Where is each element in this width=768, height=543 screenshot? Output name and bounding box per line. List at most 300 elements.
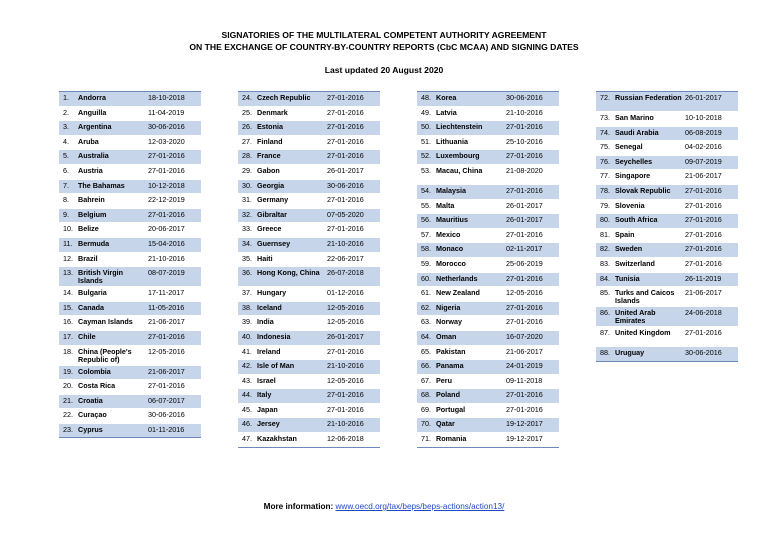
signatory-number: 24.	[242, 93, 252, 102]
signatory-row	[596, 92, 738, 112]
signing-date: 27-01-2016	[327, 151, 364, 161]
signatory-country: Chile	[78, 331, 96, 341]
signatory-country: Anguilla	[78, 107, 107, 117]
signing-date: 12-05-2016	[327, 317, 364, 327]
signatory-number: 69.	[421, 404, 431, 414]
signatory-row	[417, 200, 559, 215]
signing-date: 11-04-2019	[148, 107, 185, 117]
signatory-number: 3.	[63, 122, 69, 132]
signatory-number: 19.	[63, 366, 73, 376]
signatory-number: 81.	[600, 229, 610, 239]
signatory-number: 36.	[242, 268, 252, 278]
signatory-number: 6.	[63, 165, 69, 175]
signatory-number: 18.	[63, 346, 73, 356]
signatory-number: 88.	[600, 348, 610, 358]
signatory-number: 84.	[600, 273, 610, 283]
signing-date: 04-02-2016	[685, 142, 722, 152]
signatory-country: Panama	[436, 361, 464, 371]
signatory-number: 79.	[600, 200, 610, 210]
signatory-country: British Virgin Islands	[78, 268, 123, 286]
signatory-row	[59, 409, 201, 424]
signatory-row	[238, 433, 380, 448]
signatory-number: 50.	[421, 122, 431, 132]
signatory-number: 33.	[242, 224, 252, 234]
signing-date: 26-01-2017	[327, 165, 364, 175]
signatory-number: 82.	[600, 244, 610, 254]
signing-date: 01-11-2016	[148, 424, 185, 434]
signing-date: 21-08-2020	[506, 165, 543, 175]
signatory-row	[238, 404, 380, 419]
signatory-row	[59, 380, 201, 395]
signatory-country: South Africa	[615, 215, 658, 225]
signatory-country: Malta	[436, 200, 455, 210]
signatory-country: Gibraltar	[257, 209, 287, 219]
signatory-country: Peru	[436, 375, 452, 385]
signatory-country: Andorra	[78, 93, 106, 102]
signing-date: 10-12-2018	[148, 180, 185, 190]
signatory-country: Croatia	[78, 395, 103, 405]
signing-date: 21-10-2016	[327, 238, 364, 248]
signatory-row	[417, 346, 559, 361]
signing-date: 27-01-2016	[506, 229, 543, 239]
signatory-number: 22.	[63, 410, 73, 420]
signatory-country: Singapore	[615, 171, 651, 181]
signatory-country: Curaçao	[78, 410, 107, 420]
signing-date: 07-05-2020	[327, 209, 364, 219]
signatory-row	[417, 185, 559, 200]
signatory-country: Finland	[257, 136, 283, 146]
signatory-row	[59, 302, 201, 317]
signatory-country: Luxembourg	[436, 151, 480, 161]
signatory-row	[238, 92, 380, 107]
signing-date: 06-07-2017	[148, 395, 185, 405]
signatory-number: 41.	[242, 346, 252, 356]
signatory-country: Ireland	[257, 346, 281, 356]
signatory-row	[59, 209, 201, 224]
signatory-country: United Kingdom	[615, 328, 671, 338]
signatory-country: Netherlands	[436, 273, 478, 283]
signatory-row	[238, 360, 380, 375]
signatory-number: 56.	[421, 215, 431, 225]
signatory-country: Hungary	[257, 288, 287, 298]
signatory-number: 58.	[421, 244, 431, 254]
signing-date: 27-01-2016	[327, 224, 364, 234]
signatory-country: Czech Republic	[257, 93, 311, 102]
signatory-number: 80.	[600, 215, 610, 225]
signatory-country: Uruguay	[615, 348, 645, 358]
signatory-number: 42.	[242, 361, 252, 371]
signing-date: 26-01-2017	[506, 215, 543, 225]
signatory-number: 37.	[242, 288, 252, 298]
signing-date: 21-06-2017	[148, 317, 185, 327]
signing-date: 27-01-2016	[506, 151, 543, 161]
signing-date: 17-11-2017	[148, 288, 185, 298]
signatory-row	[59, 253, 201, 268]
signing-date: 30-06-2016	[685, 348, 722, 358]
signing-date: 15-04-2016	[148, 238, 185, 248]
signatory-row	[238, 331, 380, 346]
signatory-number: 32.	[242, 209, 252, 219]
signing-date: 22-12-2019	[148, 195, 185, 205]
signatory-table-column-1	[59, 91, 201, 438]
signatory-country: Slovak Republic	[615, 185, 671, 195]
signatory-row	[596, 156, 738, 171]
signing-date: 12-06-2018	[327, 434, 364, 444]
signatory-row	[59, 165, 201, 180]
signatory-country: Mauritius	[436, 215, 468, 225]
signatory-row	[596, 141, 738, 156]
signatory-row	[238, 316, 380, 331]
signatory-row	[596, 258, 738, 273]
signatory-row	[417, 375, 559, 390]
signatory-row	[417, 360, 559, 375]
signatory-country: Switzerland	[615, 258, 655, 268]
signatory-number: 62.	[421, 302, 431, 312]
signing-date: 27-01-2016	[506, 317, 543, 327]
signatory-row	[238, 418, 380, 433]
signatory-row	[238, 267, 380, 287]
signatory-number: 2.	[63, 107, 69, 117]
signatory-country: Tunisia	[615, 273, 640, 283]
signatory-row	[238, 238, 380, 253]
signatory-country: Macau, China	[436, 165, 483, 175]
signatory-country: Belgium	[78, 209, 107, 219]
signatory-row	[596, 273, 738, 288]
signing-date: 27-01-2016	[685, 200, 722, 210]
signatory-row	[417, 389, 559, 404]
signing-date: 27-01-2016	[327, 404, 364, 414]
signatory-country: Haiti	[257, 253, 273, 263]
oecd-action13-link[interactable]: www.oecd.org/tax/beps/beps-actions/action13/	[335, 502, 505, 511]
signing-date: 21-06-2017	[506, 346, 543, 356]
signing-date: 12-05-2016	[327, 302, 364, 312]
signing-date: 12-05-2016	[506, 288, 543, 298]
signatory-country: Costa Rica	[78, 381, 116, 391]
signatory-number: 67.	[421, 375, 431, 385]
signatory-row	[59, 107, 201, 122]
signatory-row	[417, 121, 559, 136]
signatory-number: 73.	[600, 113, 610, 122]
signatory-country: Argentina	[78, 122, 112, 132]
signing-date: 19-12-2017	[506, 434, 543, 444]
signatory-country: Guernsey	[257, 238, 291, 248]
signatory-row	[238, 165, 380, 180]
signatory-row	[59, 395, 201, 410]
signatory-number: 55.	[421, 200, 431, 210]
signing-date: 26-01-2017	[506, 200, 543, 210]
signatory-country: Isle of Man	[257, 361, 295, 371]
signatory-number: 10.	[63, 224, 73, 234]
signing-date: 27-01-2016	[506, 122, 543, 132]
signing-date: 27-01-2016	[685, 328, 722, 338]
signing-date: 27-01-2016	[148, 331, 185, 341]
signing-date: 21-10-2016	[506, 107, 543, 117]
signatory-row	[596, 347, 738, 362]
signatory-row	[417, 316, 559, 331]
signing-date: 08-07-2019	[148, 268, 185, 278]
signatory-row	[238, 302, 380, 317]
signing-date: 21-10-2016	[148, 253, 185, 263]
signing-date: 27-01-2016	[506, 404, 543, 414]
signing-date: 21-10-2016	[327, 419, 364, 429]
signing-date: 27-01-2016	[327, 346, 364, 356]
signatory-country: Morocco	[436, 258, 466, 268]
signatory-country: Monaco	[436, 244, 464, 254]
signing-date: 25-10-2016	[506, 136, 543, 146]
signatory-number: 14.	[63, 288, 73, 298]
signatory-number: 25.	[242, 107, 252, 117]
signing-date: 26-01-2017	[685, 93, 722, 102]
signatory-country: The Bahamas	[78, 180, 125, 190]
signing-date: 21-10-2016	[327, 361, 364, 371]
signatory-country: Italy	[257, 390, 272, 400]
signing-date: 26-07-2018	[327, 268, 364, 278]
signatory-row	[59, 194, 201, 209]
signatory-row	[238, 194, 380, 209]
signatory-number: 86.	[600, 308, 610, 318]
signatory-row	[596, 307, 738, 327]
signatory-country: Germany	[257, 195, 289, 205]
signatory-country: Pakistan	[436, 346, 466, 356]
signatory-row	[238, 223, 380, 238]
signatory-country: Norway	[436, 317, 462, 327]
signatory-number: 15.	[63, 302, 73, 312]
signatory-number: 70.	[421, 419, 431, 429]
signatory-number: 64.	[421, 331, 431, 341]
signatory-table-column-3	[417, 91, 559, 448]
signing-date: 10-10-2018	[685, 113, 722, 122]
signatory-number: 39.	[242, 317, 252, 327]
signatory-country: Denmark	[257, 107, 288, 117]
signatory-country: San Marino	[615, 113, 654, 122]
signatory-row	[417, 243, 559, 258]
signatory-country: Israel	[257, 375, 276, 385]
signatory-row	[417, 165, 559, 185]
signing-date: 24-06-2018	[685, 308, 722, 318]
signatory-number: 7.	[63, 180, 69, 190]
signatory-row	[596, 185, 738, 200]
signatory-number: 75.	[600, 142, 610, 152]
signatory-table-column-4	[596, 91, 738, 362]
signatory-number: 20.	[63, 381, 73, 391]
signing-date: 27-01-2016	[327, 93, 364, 102]
signing-date: 27-01-2016	[506, 390, 543, 400]
signatory-country: Hong Kong, China	[257, 268, 320, 278]
signing-date: 19-12-2017	[506, 419, 543, 429]
signatory-number: 8.	[63, 195, 69, 205]
signatory-number: 31.	[242, 195, 252, 205]
signatory-row	[59, 92, 201, 107]
signatory-country: Slovenia	[615, 200, 645, 210]
signatory-number: 46.	[242, 419, 252, 429]
signatory-country: Iceland	[257, 302, 282, 312]
signatory-country: Canada	[78, 302, 104, 312]
signatory-row	[417, 302, 559, 317]
signing-date: 02-11-2017	[506, 244, 543, 254]
signatory-number: 35.	[242, 253, 252, 263]
more-information-line	[0, 502, 768, 511]
signatory-row	[238, 253, 380, 268]
signing-date: 27-01-2016	[148, 209, 185, 219]
signatory-number: 5.	[63, 151, 69, 161]
signing-date: 27-01-2016	[327, 107, 364, 117]
document-title-line-2: ON THE EXCHANGE OF COUNTRY-BY-COUNTRY REPORTS (CbC MCAA) AND SIGNING DATES	[189, 42, 579, 52]
signing-date: 30-06-2016	[506, 93, 543, 102]
signatory-row	[59, 121, 201, 136]
signatory-row	[59, 366, 201, 381]
signatory-country: Poland	[436, 390, 460, 400]
signatory-row	[596, 200, 738, 215]
signatory-row	[59, 424, 201, 439]
signatory-number: 17.	[63, 331, 73, 341]
signatory-row	[59, 223, 201, 238]
signatory-row	[238, 389, 380, 404]
signatory-number: 43.	[242, 375, 252, 385]
signatory-row	[59, 136, 201, 151]
signatory-country: Saudi Arabia	[615, 127, 659, 137]
signatory-country: Jersey	[257, 419, 280, 429]
signatory-country: Sweden	[615, 244, 643, 254]
signatory-row	[417, 273, 559, 288]
signatory-country: Lithuania	[436, 136, 468, 146]
signatory-number: 13.	[63, 268, 73, 278]
signatory-country: Belize	[78, 224, 99, 234]
signing-date: 25-06-2019	[506, 258, 543, 268]
signatory-row	[417, 214, 559, 229]
signatory-number: 76.	[600, 156, 610, 166]
signatory-country: Brazil	[78, 253, 98, 263]
signatory-row	[417, 136, 559, 151]
signatory-row	[238, 150, 380, 165]
signatory-row	[59, 316, 201, 331]
signatory-country: Portugal	[436, 404, 466, 414]
signatory-row	[238, 375, 380, 390]
signatory-country: Aruba	[78, 136, 99, 146]
signatory-number: 61.	[421, 288, 431, 298]
signing-date: 27-01-2016	[327, 122, 364, 132]
signatory-number: 34.	[242, 238, 252, 248]
signatory-country: Austria	[78, 165, 103, 175]
signatory-row	[417, 258, 559, 273]
signatory-number: 66.	[421, 361, 431, 371]
signing-date: 27-01-2016	[506, 273, 543, 283]
signatory-row	[238, 180, 380, 195]
signing-date: 21-06-2017	[685, 171, 722, 181]
signing-date: 16-07-2020	[506, 331, 543, 341]
signatory-number: 26.	[242, 122, 252, 132]
signatory-country: India	[257, 317, 274, 327]
signatory-row	[417, 229, 559, 244]
signing-date: 30-06-2016	[148, 122, 185, 132]
signatory-number: 40.	[242, 331, 252, 341]
signatory-row	[417, 92, 559, 107]
signing-date: 27-01-2016	[685, 229, 722, 239]
signatory-number: 71.	[421, 434, 431, 444]
signatory-number: 68.	[421, 390, 431, 400]
signatory-row	[59, 238, 201, 253]
signing-date: 06-08-2019	[685, 127, 722, 137]
signatory-row	[238, 287, 380, 302]
signatory-country: United Arab Emirates	[615, 308, 656, 326]
signing-date: 30-06-2016	[148, 410, 185, 420]
signing-date: 12-03-2020	[148, 136, 185, 146]
signatory-country: New Zealand	[436, 288, 480, 298]
signatory-country: Senegal	[615, 142, 643, 152]
signatory-number: 53.	[421, 165, 431, 175]
more-information-label: More information:	[263, 502, 336, 511]
signing-date: 30-06-2016	[327, 180, 364, 190]
signatory-row	[417, 107, 559, 122]
signing-date: 27-01-2016	[327, 136, 364, 146]
signatory-country: Spain	[615, 229, 635, 239]
signatory-number: 63.	[421, 317, 431, 327]
signatory-row	[596, 127, 738, 142]
signatory-country: Bulgaria	[78, 288, 107, 298]
signing-date: 21-06-2017	[148, 366, 185, 376]
signatory-number: 11.	[63, 238, 73, 248]
signatory-row	[417, 287, 559, 302]
signatory-table-column-2	[238, 91, 380, 448]
signatory-country: Georgia	[257, 180, 285, 190]
signatory-country: Russian Federation	[615, 93, 682, 102]
signatory-row	[596, 229, 738, 244]
signatory-row	[417, 418, 559, 433]
signatory-row	[596, 327, 738, 347]
signatory-row	[59, 331, 201, 346]
signatory-country: Romania	[436, 434, 467, 444]
signatory-row	[596, 112, 738, 127]
signatory-number: 23.	[63, 424, 73, 434]
signatory-country: Malaysia	[436, 185, 466, 195]
signatory-number: 52.	[421, 151, 431, 161]
signatory-number: 77.	[600, 171, 610, 181]
signatory-number: 9.	[63, 209, 69, 219]
signatory-number: 72.	[600, 93, 610, 102]
signatory-country: Bermuda	[78, 238, 110, 248]
signing-date: 09-07-2019	[685, 156, 722, 166]
signatory-row	[596, 170, 738, 185]
signatory-country: Indonesia	[257, 331, 291, 341]
signatory-country: Liechtenstein	[436, 122, 483, 132]
signing-date: 27-01-2016	[148, 165, 185, 175]
signatory-row	[59, 287, 201, 302]
signatory-number: 1.	[63, 93, 69, 102]
signatory-row	[417, 331, 559, 346]
signatory-country: Estonia	[257, 122, 283, 132]
signatory-number: 29.	[242, 165, 252, 175]
signatory-number: 83.	[600, 258, 610, 268]
signatory-row	[238, 136, 380, 151]
signatory-row	[59, 180, 201, 195]
signatory-row	[238, 209, 380, 224]
signatory-row	[59, 346, 201, 366]
signatory-number: 47.	[242, 434, 252, 444]
signatory-country: Cayman Islands	[78, 317, 133, 327]
signatory-row	[596, 287, 738, 307]
signing-date: 27-01-2016	[685, 215, 722, 225]
signatory-country: Japan	[257, 404, 278, 414]
signatory-row	[417, 404, 559, 419]
signatory-row	[238, 121, 380, 136]
signatory-country: Bahrein	[78, 195, 105, 205]
signatory-row	[59, 150, 201, 165]
signing-date: 20-06-2017	[148, 224, 185, 234]
signatory-country: Latvia	[436, 107, 457, 117]
signing-date: 27-01-2016	[148, 381, 185, 391]
signing-date: 27-01-2016	[685, 258, 722, 268]
signing-date: 09-11-2018	[506, 375, 543, 385]
document-title-line-1: SIGNATORIES OF THE MULTILATERAL COMPETENT AUTHORITY AGREEMENT	[221, 30, 547, 40]
